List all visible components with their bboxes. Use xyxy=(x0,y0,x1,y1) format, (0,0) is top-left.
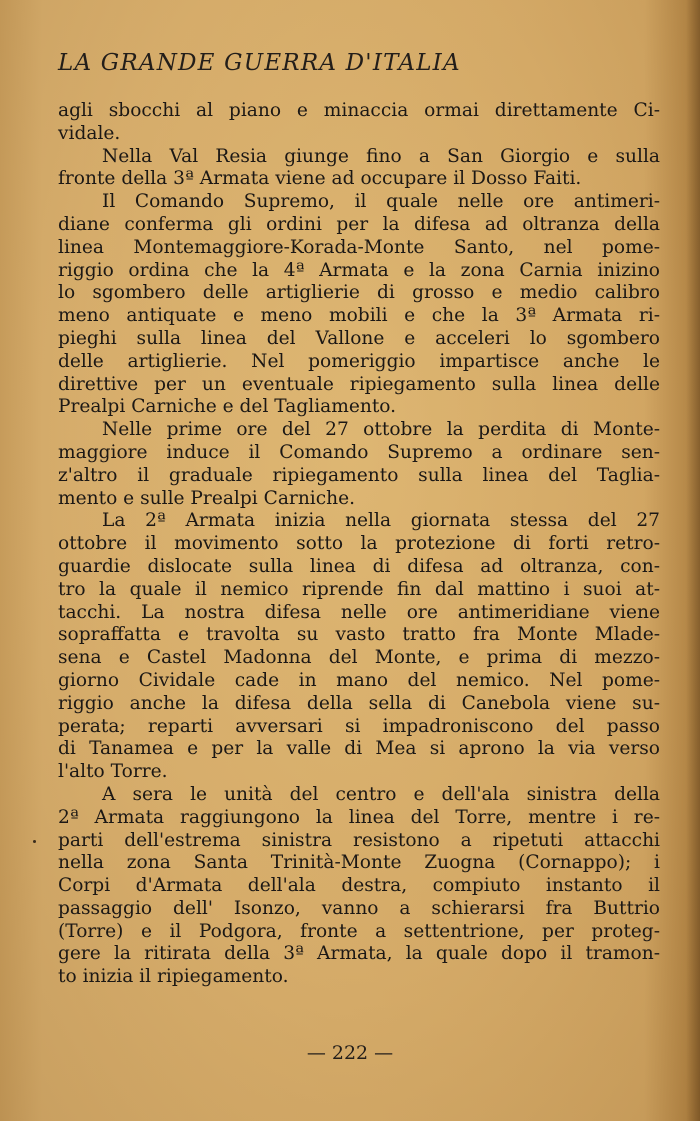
text-line: ottobre il movimento sotto la protezione di forti retro- xyxy=(58,533,660,555)
text-line: fronte della 3ª Armata viene ad occupare il Dosso Faiti. xyxy=(58,168,582,190)
text-line: linea Montemaggiore-Korada-Monte Santo, nel pome- xyxy=(58,236,660,258)
text-line: vidale. xyxy=(58,122,121,144)
text-line: tacchi. La nostra difesa nelle ore antimeridiane viene xyxy=(58,601,660,623)
text-line: agli sbocchi al piano e minaccia ormai direttamente Ci- xyxy=(58,100,660,121)
text-line: maggiore induce il Comando Supremo a ordinare sen- xyxy=(58,441,660,463)
text-line: Nella Val Resia giunge fino a San Giorgio e sulla xyxy=(102,145,660,167)
text-line: Il Comando Supremo, il quale nelle ore antimeri- xyxy=(102,191,660,213)
text-line: meno antiquate e meno mobili e che la 3ª Armata ri- xyxy=(58,305,660,327)
text-line: guardie dislocate sulla linea di difesa ad oltranza, con- xyxy=(58,555,660,577)
text-line: direttive per un eventuale ripiegamento sulla linea delle xyxy=(58,373,660,395)
text-line: (Torre) e il Podgora, fronte a settentrione, per proteg- xyxy=(58,920,660,942)
page-number: — 222 — xyxy=(306,1042,394,1064)
running-header: LA GRANDE GUERRA D'ITALIA xyxy=(58,50,461,76)
text-line: sena e Castel Madonna del Monte, e prima di mezzo- xyxy=(58,647,660,669)
text-line: diane conferma gli ordini per la difesa ad oltranza della xyxy=(58,213,660,235)
text-line: tro la quale il nemico riprende fin dal mattino i suoi at- xyxy=(58,578,660,600)
text-line: pieghi sulla linea del Vallone e acceleri lo sgombero xyxy=(58,327,660,349)
body-text xyxy=(58,100,660,989)
text-line: perata; reparti avversari si impadroniscono del passo xyxy=(58,715,660,737)
text-line: delle artiglierie. Nel pomeriggio impartisce anche le xyxy=(58,350,660,372)
text-line: gere la ritirata della 3ª Armata, la quale dopo il tramon- xyxy=(58,943,660,965)
text-line: 2ª Armata raggiungono la linea del Torre, mentre i re- xyxy=(58,806,660,828)
text-line: mento e sulle Prealpi Carniche. xyxy=(58,487,356,509)
text-line: to inizia il ripiegamento. xyxy=(58,966,289,988)
text-line: A sera le unità del centro e dell'ala sinistra della xyxy=(102,783,660,805)
text-line: passaggio dell' Isonzo, vanno a schierarsi fra Buttrio xyxy=(58,897,660,919)
text-line: Prealpi Carniche e del Tagliamento. xyxy=(58,396,397,418)
text-line: sopraffatta e travolta su vasto tratto fra Monte Mlade- xyxy=(58,624,660,646)
text-line: z'altro il graduale ripiegamento sulla linea del Taglia- xyxy=(58,464,660,486)
text-line: l'alto Torre. xyxy=(58,761,168,783)
text-line: di Tanamea e per la valle di Mea si aprono la via verso xyxy=(58,738,660,760)
text-line: lo sgombero delle artiglierie di grosso e medio calibro xyxy=(58,282,660,304)
text-line: parti dell'estrema sinistra resistono a ripetuti attacchi xyxy=(58,829,660,851)
margin-mark xyxy=(33,840,36,843)
text-line: Nelle prime ore del 27 ottobre la perdita di Monte- xyxy=(102,419,660,441)
text-line: Corpi d'Armata dell'ala destra, compiuto instanto il xyxy=(58,875,660,897)
text-line: La 2ª Armata inizia nella giornata stessa del 27 xyxy=(102,510,660,532)
text-line: giorno Cividale cade in mano del nemico. Nel pome- xyxy=(58,669,660,691)
text-line: riggio ordina che la 4ª Armata e la zona Carnia inizino xyxy=(58,259,660,281)
text-line: nella zona Santa Trinità-Monte Zuogna (Cornappo); i xyxy=(58,852,660,874)
text-line: riggio anche la difesa della sella di Canebola viene su- xyxy=(58,692,660,714)
